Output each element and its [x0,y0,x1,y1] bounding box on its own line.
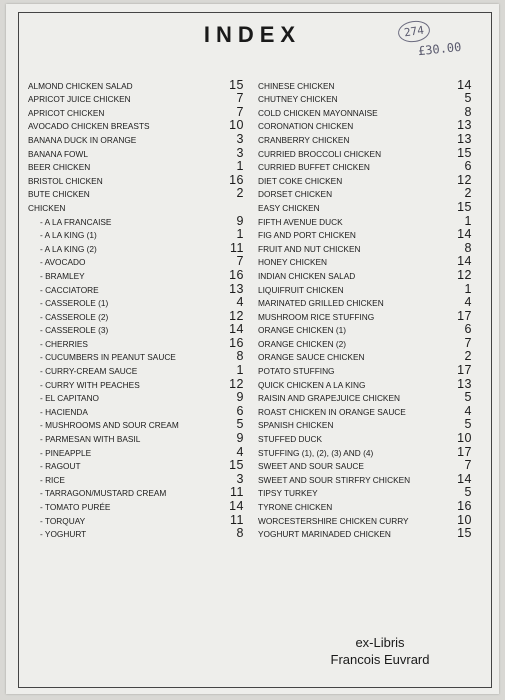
index-entry [258,417,472,431]
entry-name: TIPSY TURKEY [258,488,318,499]
index-entry [258,77,472,91]
index-entry [258,390,472,404]
entry-name: BANANA DUCK IN ORANGE [28,134,137,145]
entry-page-number: 15 [229,77,244,92]
index-entry [28,458,244,472]
entry-page-number: 2 [464,349,472,364]
entry-page-number: 14 [457,227,472,242]
ex-libris-line1: ex-Libris [355,635,405,650]
index-entry [28,512,244,526]
entry-name: POTATO STUFFING [258,366,335,377]
entry-page-number: 15 [457,199,472,214]
entry-page-number: 13 [229,281,244,296]
entry-page-number: 8 [464,240,472,255]
index-entry [258,199,472,213]
entry-name: STUFFING (1), (2), (3) AND (4) [258,447,374,458]
entry-page-number: 12 [457,267,472,282]
entry-name: - CUCUMBERS IN PEANUT SAUCE [40,352,176,363]
entry-name: FIG AND PORT CHICKEN [258,230,356,241]
index-entry [28,444,244,458]
entry-name: BEER CHICKEN [28,162,91,173]
entry-name: ORANGE CHICKEN (1) [258,325,347,336]
entry-name: SPANISH CHICKEN [258,420,334,431]
entry-name: WORCESTERSHIRE CHICKEN CURRY [258,515,409,526]
index-entry [28,254,244,268]
index-entry [258,254,472,268]
entry-page-number: 11 [230,485,244,500]
entry-page-number: 13 [457,376,472,391]
entry-page-number: 7 [236,254,244,269]
index-entry [28,349,244,363]
entry-page-number: 4 [464,403,472,418]
index-entry [28,322,244,336]
entry-name: - HACIENDA [40,406,88,417]
entry-page-number: 10 [229,118,244,133]
entry-name: - A LA KING (1) [40,230,97,241]
index-entry [28,335,244,349]
index-entry [28,199,244,213]
index-entry [258,512,472,526]
index-entry [258,145,472,159]
entry-page-number: 7 [464,458,472,473]
index-entry [28,403,244,417]
entry-page-number: 14 [457,254,472,269]
entry-page-number: 17 [457,444,472,459]
index-entry [258,471,472,485]
entry-page-number: 12 [229,308,244,323]
entry-page-number: 3 [236,145,244,160]
entry-page-number: 12 [457,172,472,187]
entry-page-number: 6 [464,322,472,337]
entry-name: BRISTOL CHICKEN [28,175,103,186]
entry-name: BUTE CHICKEN [28,189,90,200]
index-entry [28,159,244,173]
index-entry [258,267,472,281]
entry-name: CHICKEN [28,202,66,213]
index-entry [28,104,244,118]
entry-page-number: 9 [236,213,244,228]
index-entry [28,213,244,227]
entry-name: FIFTH AVENUE DUCK [258,216,343,227]
entry-page-number: 11 [230,512,244,527]
index-entry [258,118,472,132]
entry-page-number: 4 [464,295,472,310]
entry-page-number: 5 [464,417,472,432]
entry-page-number: 15 [229,458,244,473]
entry-name: INDIAN CHICKEN SALAD [258,270,356,281]
index-entry [28,485,244,499]
entry-page-number: 2 [236,186,244,201]
entry-page-number: 14 [457,471,472,486]
entry-name: LIQUIFRUIT CHICKEN [258,284,344,295]
index-entry [258,349,472,363]
entry-page-number: 10 [457,512,472,527]
entry-name: ROAST CHICKEN IN ORANGE SAUCE [258,406,406,417]
entry-name: - TOMATO PURÉE [40,502,111,512]
index-entry [28,172,244,186]
entry-name: STUFFED DUCK [258,434,323,445]
index-entry [28,281,244,295]
entry-page-number: 8 [464,104,472,119]
index-entry [28,227,244,241]
entry-page-number: 11 [230,240,244,255]
index-entry [28,498,244,512]
entry-name: CURRIED BUFFET CHICKEN [258,162,370,173]
index-entry [258,281,472,295]
index-entry [28,526,244,540]
index-entry [28,145,244,159]
entry-page-number: 15 [457,526,472,541]
entry-name: ORANGE SAUCE CHICKEN [258,352,365,363]
index-entry [258,458,472,472]
entry-page-number: 7 [236,104,244,119]
entry-page-number: 8 [236,349,244,364]
entry-page-number: 9 [236,431,244,446]
index-entry [258,498,472,512]
index-entry [258,104,472,118]
index-entry [258,213,472,227]
entry-name: - CURRY-CREAM SAUCE [40,366,138,377]
entry-name: BANANA FOWL [28,148,88,159]
index-entry [28,471,244,485]
entry-page-number: 3 [236,471,244,486]
index-entry [258,159,472,173]
entry-name: APRICOT CHICKEN [28,107,105,118]
entry-name: APRICOT JUICE CHICKEN [28,94,131,105]
index-entry [28,267,244,281]
ex-libris [300,634,460,668]
entry-page-number: 12 [229,376,244,391]
entry-name: CORONATION CHICKEN [258,121,354,132]
index-entry [258,172,472,186]
entry-page-number: 15 [457,145,472,160]
index-entry [258,91,472,105]
entry-name: - A LA KING (2) [40,243,97,254]
entry-name: RAISIN AND GRAPEJUICE CHICKEN [258,393,400,404]
entry-name: SWEET AND SOUR STIRFRY CHICKEN [258,474,411,485]
entry-name: - CASSEROLE (3) [40,325,109,336]
entry-page-number: 1 [236,159,244,174]
entry-name: CURRIED BROCCOLI CHICKEN [258,148,382,159]
entry-page-number: 5 [464,390,472,405]
index-entry [28,240,244,254]
entry-page-number: 16 [229,172,244,187]
entry-name: - YOGHURT [40,529,87,540]
index-entry [28,295,244,309]
entry-name: QUICK CHICKEN A LA KING [258,379,366,390]
entry-page-number: 14 [229,499,244,513]
entry-name: CHUTNEY CHICKEN [258,94,338,105]
entry-name: - CHERRIES [40,338,88,349]
entry-name: - CASSEROLE (1) [40,298,109,309]
entry-page-number: 17 [457,308,472,323]
entry-name: - CACCIATORE [40,284,99,295]
entry-name: ORANGE CHICKEN (2) [258,338,347,349]
entry-name: - EL CAPITANO [40,393,100,404]
entry-name: HONEY CHICKEN [258,257,328,268]
index-entry [258,485,472,499]
entry-page-number: 9 [236,390,244,405]
entry-name: - MUSHROOMS AND SOUR CREAM [40,420,179,431]
index-entry [258,335,472,349]
entry-name: ALMOND CHICKEN SALAD [28,80,133,91]
index-entry [258,322,472,336]
entry-page-number: 8 [236,526,244,541]
index-entry [28,390,244,404]
handwritten-price: £30.00 [417,39,462,59]
entry-page-number: 3 [236,131,244,146]
entry-name: - PARMESAN WITH BASIL [40,434,141,445]
entry-page-number: 14 [229,322,244,337]
index-column-left [28,77,244,539]
entry-page-number: 2 [464,186,472,201]
entry-page-number: 10 [457,431,472,446]
entry-page-number: 5 [464,91,472,106]
index-entry [258,376,472,390]
entry-page-number: 5 [464,485,472,500]
entry-page-number: 4 [236,295,244,310]
index-entry [258,362,472,376]
ex-libris-line2: Francois Euvrard [330,652,430,667]
index-entry [258,131,472,145]
index-entry [258,240,472,254]
index-entry [28,430,244,444]
index-column-right [258,77,472,539]
entry-page-number: 4 [236,444,244,459]
index-entry [258,403,472,417]
entry-name: - AVOCADO [40,257,86,268]
entry-name: FRUIT AND NUT CHICKEN [258,243,361,254]
entry-page-number: 7 [464,335,472,350]
entry-page-number: 6 [236,403,244,418]
entry-page-number: 13 [457,131,472,146]
entry-name: - RAGOUT [40,461,81,472]
entry-name: MARINATED GRILLED CHICKEN [258,298,384,309]
entry-page-number: 16 [229,335,244,350]
entry-name: - CASSEROLE (2) [40,311,109,322]
index-entry [28,186,244,200]
index-entry [28,77,244,91]
index-page [6,4,499,694]
entry-page-number: 1 [464,213,472,228]
index-entry [28,118,244,132]
entry-page-number: 1 [464,281,472,296]
entry-name: MUSHROOM RICE STUFFING [258,311,375,322]
index-entry [258,308,472,322]
entry-name: COLD CHICKEN MAYONNAISE [258,107,378,118]
entry-name: - TARRAGON/MUSTARD CREAM [40,488,167,499]
entry-name: CRANBERRY CHICKEN [258,134,350,145]
entry-page-number: 5 [236,417,244,432]
entry-page-number: 16 [457,499,472,513]
entry-name: TYRONE CHICKEN [258,502,333,512]
entry-name: SWEET AND SOUR SAUCE [258,461,364,472]
entry-name: - PINEAPPLE [40,447,92,458]
entry-page-number: 1 [236,227,244,242]
index-entry [28,376,244,390]
entry-name: - TORQUAY [40,515,86,526]
entry-name: YOGHURT MARINADED CHICKEN [258,529,391,540]
entry-name: CHINESE CHICKEN [258,80,335,91]
index-entry [28,91,244,105]
entry-name: EASY CHICKEN [258,202,320,213]
entry-name: - A LA FRANCAISE [40,216,112,227]
index-entry [258,295,472,309]
entry-name: - BRAMLEY [40,270,85,281]
index-entry [258,430,472,444]
index-entry [258,186,472,200]
entry-name: DIET COKE CHICKEN [258,175,343,186]
index-entry [28,131,244,145]
entry-page-number: 6 [464,159,472,174]
entry-name: DORSET CHICKEN [258,189,333,200]
entry-page-number: 17 [457,363,472,378]
index-entry [258,444,472,458]
index-entry [258,227,472,241]
entry-name: - RICE [40,474,65,485]
entry-name: AVOCADO CHICKEN BREASTS [28,121,150,132]
entry-page-number: 14 [457,77,472,92]
index-entry [258,526,472,540]
entry-page-number: 1 [236,363,244,378]
index-entry [28,308,244,322]
index-entry [28,362,244,376]
entry-name: - CURRY WITH PEACHES [40,379,140,390]
index-entry [28,417,244,431]
entry-page-number: 7 [236,91,244,106]
handwritten-code: 274 [397,19,431,44]
entry-page-number: 13 [457,118,472,133]
entry-page-number: 16 [229,267,244,282]
page-title: INDEX [203,22,302,47]
